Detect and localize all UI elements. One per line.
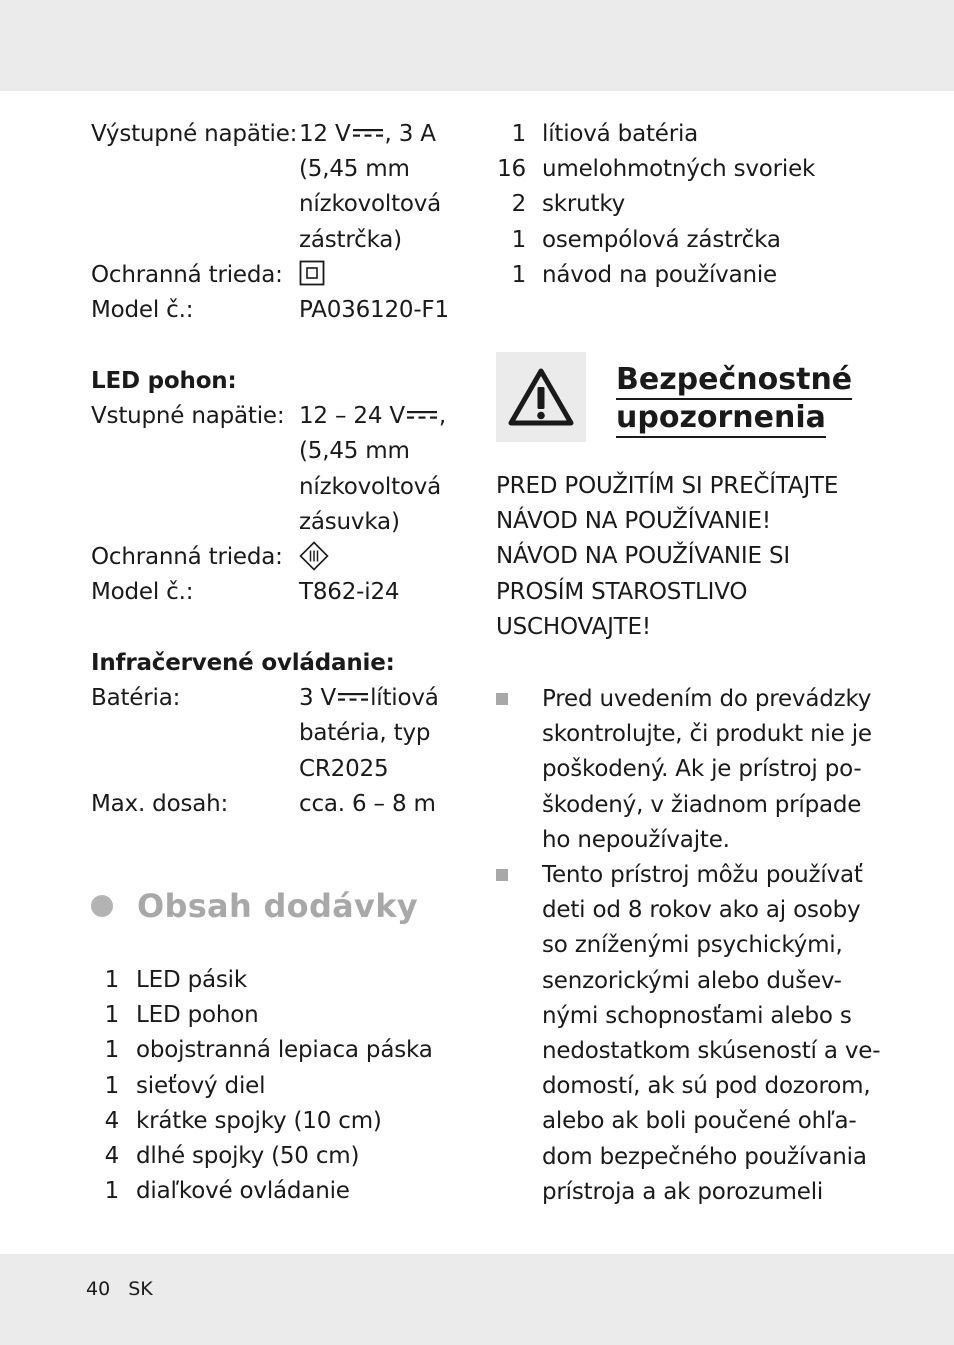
spec-label: Batéria: (91, 685, 181, 712)
item-qty: 1 (511, 261, 526, 288)
bullet-line: nými schopnosťami alebo s (542, 1002, 852, 1029)
protection-class-ii-icon (299, 260, 325, 286)
bullet-line: senzorickými alebo dušev- (542, 967, 842, 994)
page-number: 40 (86, 1278, 111, 1300)
notice-line: NÁVOD NA POUŽÍVANIE SI (496, 543, 790, 570)
list-item (91, 963, 451, 998)
list-item (91, 1069, 451, 1104)
warning-icon-box (496, 352, 586, 442)
list-item (496, 187, 856, 222)
dc-symbol-icon (407, 410, 437, 420)
item-name: umelohmotných svoriek (542, 156, 816, 183)
item-name: dlhé spojky (50 cm) (136, 1143, 360, 1170)
notice-line: PRED POUŽITÍM SI PREČÍTAJTE (496, 473, 839, 499)
spec-value: PA036120-F1 (299, 297, 449, 324)
spec-value: , (438, 403, 447, 430)
delivery-section-title (91, 887, 418, 925)
safety-title-line: Bezpečnostné (616, 362, 852, 400)
spec-label: Ochranná trieda: (91, 544, 283, 571)
protection-class-iii-icon (299, 541, 329, 571)
item-qty: 1 (104, 1178, 119, 1205)
item-name: sieťový diel (136, 1072, 266, 1099)
item-qty: 1 (511, 121, 526, 147)
spec-value: lítiová (370, 685, 439, 712)
list-item (496, 117, 856, 152)
spec-value: nízkovoltová (299, 191, 442, 218)
spec-value: nízkovoltová (299, 473, 442, 500)
spec-value: (5,45 mm (299, 438, 410, 465)
safety-title-line: upozornenia (616, 400, 826, 438)
bullet-line: škodený, v žiadnom prípade (542, 791, 862, 818)
led-driver-specs (91, 364, 471, 610)
dc-symbol-icon (338, 692, 368, 702)
list-item (91, 1174, 451, 1209)
spec-value: , 3 A (384, 121, 436, 147)
list-item (91, 1139, 451, 1174)
bullet-line: dom bezpečného používania (542, 1143, 867, 1170)
spec-value: 12 – 24 V (299, 403, 405, 430)
bullet-line: nedostatkom skúseností a ve- (542, 1038, 881, 1065)
spec-label: Vstupné napätie: (91, 403, 285, 430)
item-name: obojstranná lepiaca páska (136, 1037, 433, 1064)
safety-bullets (496, 682, 881, 1210)
spec-row-output (91, 117, 471, 258)
delivery-list-continued (496, 117, 856, 293)
spec-label: Výstupné napätie: (91, 121, 298, 147)
notice-line: USCHOVAJTE! (496, 613, 651, 640)
bullet-line: Tento prístroj môžu používať (542, 862, 863, 889)
item-qty: 4 (104, 1107, 119, 1134)
spec-value: cca. 6 – 8 m (299, 790, 436, 817)
list-item (496, 258, 856, 293)
item-qty: 1 (104, 967, 119, 993)
spec-row-model (91, 575, 471, 610)
spec-row-battery (91, 681, 471, 787)
spec-row-input (91, 399, 471, 540)
bullet-square-icon (496, 693, 508, 705)
warning-triangle-icon (507, 367, 575, 427)
safety-title (616, 362, 852, 438)
bullet-square-icon (496, 869, 508, 881)
spec-value: (5,45 mm (299, 156, 410, 183)
dc-symbol-icon (353, 128, 383, 138)
spec-row-range (91, 787, 471, 822)
bullet-line: domostí, ak sú pod dozorom, (542, 1073, 871, 1100)
item-qty: 1 (104, 1072, 119, 1099)
item-name: návod na používanie (542, 261, 777, 288)
item-qty: 4 (104, 1143, 119, 1170)
spec-row-protection (91, 258, 471, 293)
list-item (91, 998, 451, 1033)
item-name: krátke spojky (10 cm) (136, 1107, 382, 1134)
bullet-line: alebo ak boli poučené ohľa- (542, 1108, 857, 1135)
item-name: osempólová zástrčka (542, 226, 781, 253)
item-qty: 1 (104, 1002, 119, 1029)
bullet-line: ho nepoužívajte. (542, 826, 730, 853)
item-qty: 16 (497, 156, 526, 183)
list-item (91, 1104, 451, 1139)
bullet-line: poškodený. Ak je prístroj po- (542, 756, 862, 783)
spec-label: Ochranná trieda: (91, 261, 283, 288)
spec-value: 12 V (299, 121, 351, 147)
spec-value: zásuvka) (299, 508, 400, 535)
remote-specs (91, 646, 471, 822)
spec-label: Model č.: (91, 579, 194, 606)
power-supply-specs (91, 117, 471, 328)
section-heading: Infračervené ovládanie: (91, 650, 395, 676)
item-qty: 1 (104, 1037, 119, 1064)
spec-label: Model č.: (91, 297, 194, 324)
item-name: lítiová batéria (542, 121, 699, 147)
page-footer (86, 1278, 171, 1300)
item-name: diaľkové ovládanie (136, 1178, 350, 1205)
list-item (496, 152, 856, 187)
list-item (91, 1033, 451, 1068)
delivery-list (91, 963, 451, 1209)
bullet-item (496, 682, 876, 858)
item-qty: 2 (511, 191, 526, 218)
language-code: SK (128, 1278, 153, 1300)
notice-line: NÁVOD NA POUŽÍVANIE! (496, 508, 771, 535)
bullet-line: deti od 8 rokov ako aj osoby (542, 897, 861, 924)
section-title-text: Obsah dodávky (137, 887, 418, 925)
item-qty: 1 (511, 226, 526, 253)
bullet-line: prístroja a ak porozumeli (542, 1178, 824, 1205)
spec-value: 3 V (299, 685, 337, 712)
bullet-line: skontrolujte, či produkt nie je (542, 721, 872, 748)
spec-row-protection (91, 540, 471, 575)
bullet-line: Pred uvedením do prevádzky (542, 686, 872, 712)
notice-line: PROSÍM STAROSTLIVO (496, 578, 748, 605)
spec-row-model (91, 293, 471, 328)
item-name: LED pohon (136, 1002, 259, 1029)
list-item (496, 223, 856, 258)
bullet-line: so zníženými psychickými, (542, 932, 843, 959)
safety-caps-notice (496, 469, 896, 645)
header-band (0, 0, 954, 91)
spec-value: zástrčka) (299, 226, 402, 253)
item-name: LED pásik (136, 967, 247, 993)
section-bullet-icon (91, 895, 113, 917)
spec-value: CR2025 (299, 755, 389, 782)
spec-label: Max. dosah: (91, 790, 229, 817)
section-heading: LED pohon: (91, 368, 237, 394)
bullet-item (496, 858, 881, 1210)
spec-value: batéria, typ (299, 720, 431, 747)
item-name: skrutky (542, 191, 626, 218)
spec-value: T862-i24 (299, 579, 400, 606)
